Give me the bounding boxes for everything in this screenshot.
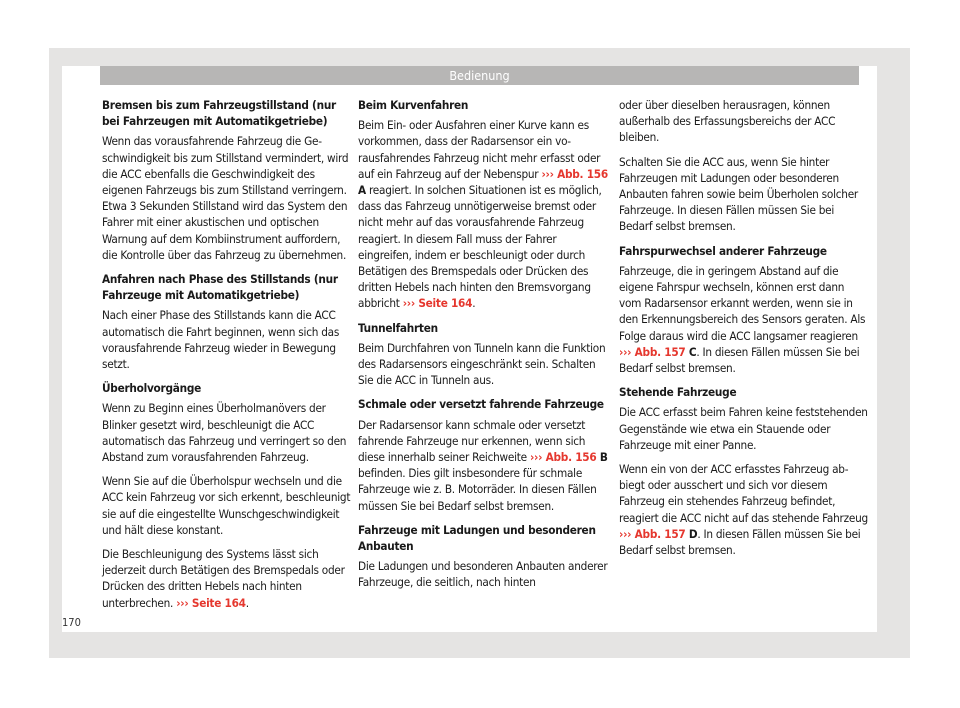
figure-reference-link[interactable]: ››› Abb. 156 xyxy=(529,450,597,465)
page-number: 170 xyxy=(62,616,81,629)
heading-loads-attachments: Fahrzeuge mit Ladungen und besonderen Anbauten xyxy=(358,522,596,554)
paragraph: Der Radarsensor kann schmale oder versetzt fahrende Fahrzeuge nur erkennen, wenn sich diese innerhalb seiner Reichweite ››› Abb. 156 B befinden. Dies gilt insbesondere für schmale Fahrzeuge wie z. B. Motorräder. In diesen Fällen müssen Sie bei Bedarf selbst bremsen. xyxy=(358,417,608,513)
heading-lane-change: Fahrspurwechsel anderer Fahrzeuge xyxy=(619,243,827,258)
paragraph: oder über dieselben herausragen, können außerhalb des Erfassungsbereichs der ACC bleiben. xyxy=(619,98,836,145)
heading-stationary-vehicles: Stehende Fahrzeuge xyxy=(619,385,737,400)
paragraph: Beim Durchfahren von Tunneln kann die Funktion des Radarsensors eingeschränkt sein. Schalten Sie die ACC in Tunneln aus. xyxy=(358,340,606,388)
paragraph: Wenn ein von der ACC erfasstes Fahrzeug abbiegt oder ausschert und sich vor diesem Fahrzeug ein stehendes Fahrzeug befindet, reagiert die ACC nicht auf das stehende Fahrzeug ››› Abb. 157 D. In diesen Fällen müssen Sie bei Bedarf selbst bremsen. xyxy=(619,462,868,558)
paragraph: Die Ladungen und besonderen Anbauten anderer Fahrzeuge, die seitlich, nach hinten xyxy=(358,559,608,590)
column-3 xyxy=(619,97,869,566)
column-2 xyxy=(358,97,608,599)
paragraph: Schalten Sie die ACC aus, wenn Sie hinter Fahrzeugen mit Ladungen oder besonderen Anbauten fahren sowie beim Überholen solcher Fahrzeuge. In diesen Fällen müssen Sie bei Bedarf selbst bremsen. xyxy=(619,154,859,234)
figure-reference-link[interactable]: ››› Abb. 156 xyxy=(541,166,608,181)
paragraph: Beim Ein- oder Ausfahren einer Kurve kann es vorkommen, dass der Radarsensor ein vorausfahrendes Fahrzeug nicht mehr erfasst oder auf ein Fahrzeug auf der Nebenspur ››› Abb. 156 A reagiert. In solchen Situationen ist es möglich, dass das Fahrzeug unnötigerweise bremst oder nicht mehr auf das vorausfahrende Fahrzeug reagiert. In diesem Fall muss der Fahrer eingreifen, indem er beschleunigt oder durch Betätigen des Bremspedals oder Drücken des dritten Hebels nach hinten den Bremsvorgang abbricht ››› Seite 164. xyxy=(358,118,608,311)
figure-reference-link[interactable]: ››› Abb. 157 xyxy=(619,526,686,541)
heading-overtaking: Überholvorgänge xyxy=(102,381,201,396)
page-reference-link[interactable]: ››› Seite 164 xyxy=(176,595,246,610)
heading-start-after-stop: Anfahren nach Phase des Stillstands (nur Fahrzeuge mit Automatikgetriebe) xyxy=(102,272,338,303)
paragraph: Die ACC erfasst beim Fahren keine feststehenden Gegenstände wie etwa ein Stauende oder Fahrzeuge mit einer Panne. xyxy=(619,405,868,452)
paragraph: Fahrzeuge, die in geringem Abstand auf die eigene Fahrspur wechseln, können erst dann vom Radarsensor erkannt werden, wenn sie in den Erkennungsbereich des Sensors geraten. Als Folge daraus wird die ACC langsamer reagieren ››› Abb. 157 C. In diesen Fällen müssen Sie bei Bedarf selbst bremsen. xyxy=(619,263,866,376)
paragraph: Wenn zu Beginn eines Überholmanövers der Blinker gesetzt wird, beschleunigt die ACC automatisch das Fahrzeug und verringert so den Abstand zum vorausfahrenden Fahrzeug. xyxy=(102,401,347,465)
heading-brake-to-stop: Bremsen bis zum Fahrzeugstillstand (nur bei Fahrzeugen mit Automatikgetriebe) xyxy=(102,98,336,129)
heading-tunnels: Tunnelfahrten xyxy=(358,320,438,335)
paragraph: Wenn Sie auf die Überholspur wechseln und die ACC kein Fahrzeug vor sich erkennt, beschleunigt sie auf die eingestellte Wunschgeschwindigkeit und hält diese konstant. xyxy=(102,474,351,537)
page-reference-link[interactable]: ››› Seite 164 xyxy=(402,296,473,311)
heading-cornering: Beim Kurvenfahren xyxy=(358,98,469,112)
column-1 xyxy=(102,97,352,619)
paragraph: Die Beschleunigung des Systems lässt sich jederzeit durch Betätigen des Bremspedals oder Drücken des dritten Hebels nach hinten unterbrechen. ››› Seite 164. xyxy=(102,547,345,610)
paragraph: Nach einer Phase des Stillstands kann die ACC automatisch die Fahrt beginnen, wenn sich das vorausfahrende Fahrzeug wieder in Bewegung setzt. xyxy=(102,308,340,372)
figure-reference-link[interactable]: ››› Abb. 157 xyxy=(619,344,686,359)
heading-narrow-vehicles: Schmale oder versetzt fahrende Fahrzeuge xyxy=(358,397,604,412)
section-header: Bedienung xyxy=(100,66,859,85)
paragraph: Wenn das vorausfahrende Fahrzeug die Geschwindigkeit bis zum Stillstand vermindert, wird die ACC ebenfalls die Geschwindigkeit des eigenen Fahrzeugs bis zum Stillstand verringern. Etwa 3 Sekunden Stillstand wird das System den Fahrer mit einer akustischen und optischen Warnung auf dem Kombiinstrument auffordern, die Kontrolle über das Fahrzeug zu übernehmen. xyxy=(102,134,349,262)
